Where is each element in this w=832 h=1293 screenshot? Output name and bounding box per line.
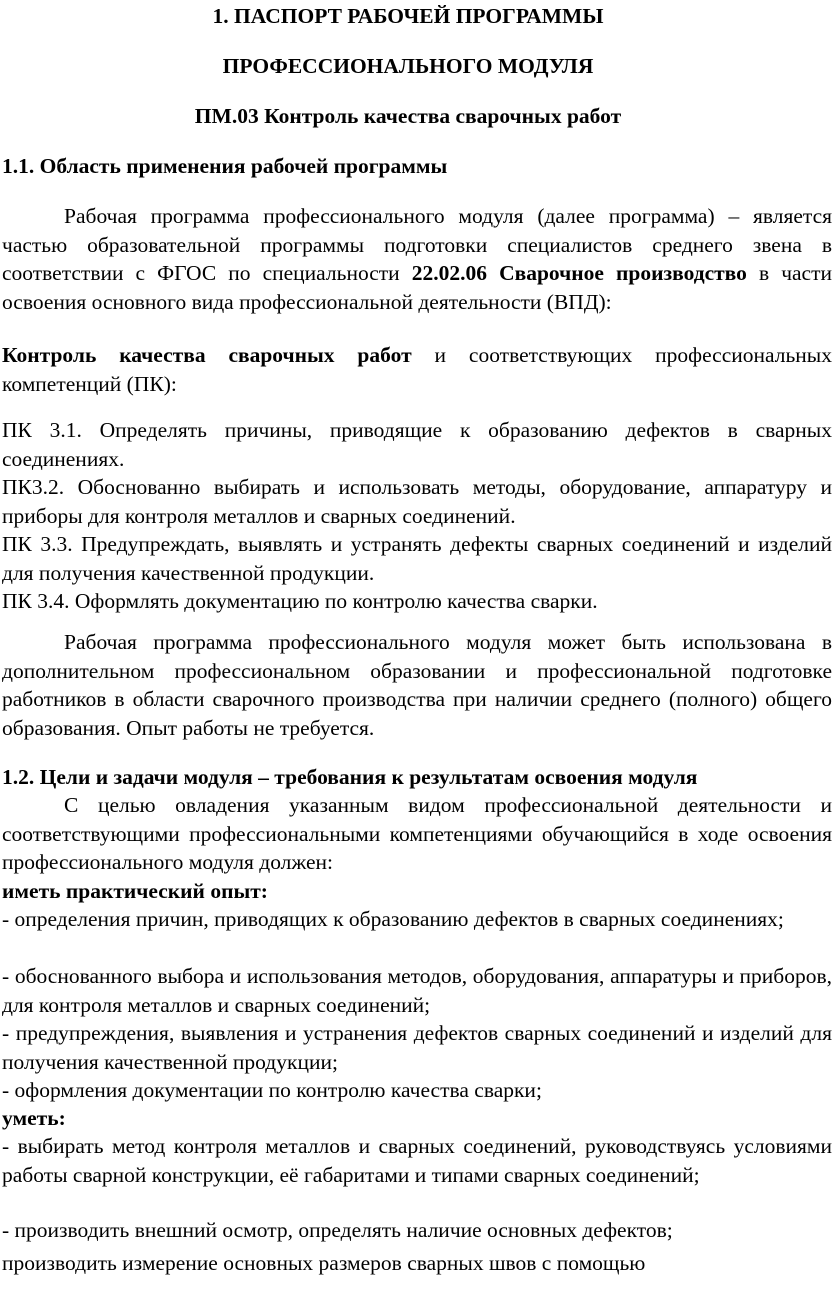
vpd-rest: и соответствующих профессиональных компетенций (ПК): [2, 343, 832, 396]
specialty-name: 22.02.06 Сварочное производство [411, 261, 747, 286]
skills-label: уметь: [2, 1106, 66, 1130]
vpd-name: Контроль качества сварочных работ [2, 343, 412, 367]
experience-item: - обоснованного выбора и использования методов, оборудования, аппаратуры и приборов, для контроля металлов и сварных соединений; [2, 964, 832, 1017]
title-line-2: ПРОФЕССИОНАЛЬНОГО МОДУЛЯ [222, 54, 594, 78]
experience-item: - оформления документации по контролю качества сварки; [2, 1078, 542, 1102]
experience-item: - определения причин, приводящих к образованию дефектов в сварных соединениях; [2, 907, 784, 931]
skill-item: - выбирать метод контроля металлов и сварных соединений, руководствуясь условиями работы сварной конструкции, её габаритами и типами сварных соединений; [2, 1134, 832, 1187]
intro-paragraph [2, 202, 832, 316]
title-line-1: 1. ПАСПОРТ РАБОЧЕЙ ПРОГРАММЫ [212, 4, 604, 28]
experience-item: - предупреждения, выявления и устранения дефектов сварных соединений и изделий для получения качественной продукции; [2, 1021, 832, 1074]
skill-item: производить измерение основных размеров сварных швов с помощью [2, 1251, 646, 1275]
title-line-3: ПМ.03 Контроль качества сварочных работ [194, 104, 622, 128]
section-2-heading: 1.2. Цели и задачи модуля – требования к результатам освоения модуля [2, 765, 698, 789]
vpd-paragraph [2, 341, 832, 398]
intro-text-c: в части освоения основного вида профессиональной деятельности (ВПД): [2, 261, 832, 314]
goal-paragraph: С целью овладения указанным видом профессиональной деятельности и соответствующими профессиональными компетенциями обучающийся в ходе освоения профессионального модуля должен: [2, 793, 832, 875]
pk-item: ПК 3.4. Оформлять документацию по контролю качества сварки. [2, 589, 598, 613]
pk-item: ПК 3.1. Определять причины, приводящие к образованию дефектов в сварных соединениях. [2, 418, 832, 471]
intro-text-a: Рабочая программа профессионального модуля (далее программа) – является частью образовательной программы подготовки специалистов среднего звена в соответствии с ФГОС по специальности [2, 204, 832, 286]
skill-item: - производить внешний осмотр, определять наличие основных дефектов; [2, 1218, 673, 1242]
section-1-heading: 1.1. Область применения рабочей программы [2, 154, 448, 178]
pk-item: ПК3.2. Обоснованно выбирать и использовать методы, оборудование, аппаратуру и приборы для контроля металлов и сварных соединений. [2, 475, 832, 528]
pk-item: ПК 3.3. Предупреждать, выявлять и устранять дефекты сварных соединений и изделий для получения качественной продукции. [2, 532, 832, 585]
usage-paragraph: Рабочая программа профессионального модуля может быть использована в дополнительном профессиональном образовании и профессиональной подготовке работников в области сварочного производства при наличии среднего (полного) общего образования. Опыт работы не требуется. [2, 630, 832, 740]
experience-label: иметь практический опыт: [2, 879, 268, 903]
